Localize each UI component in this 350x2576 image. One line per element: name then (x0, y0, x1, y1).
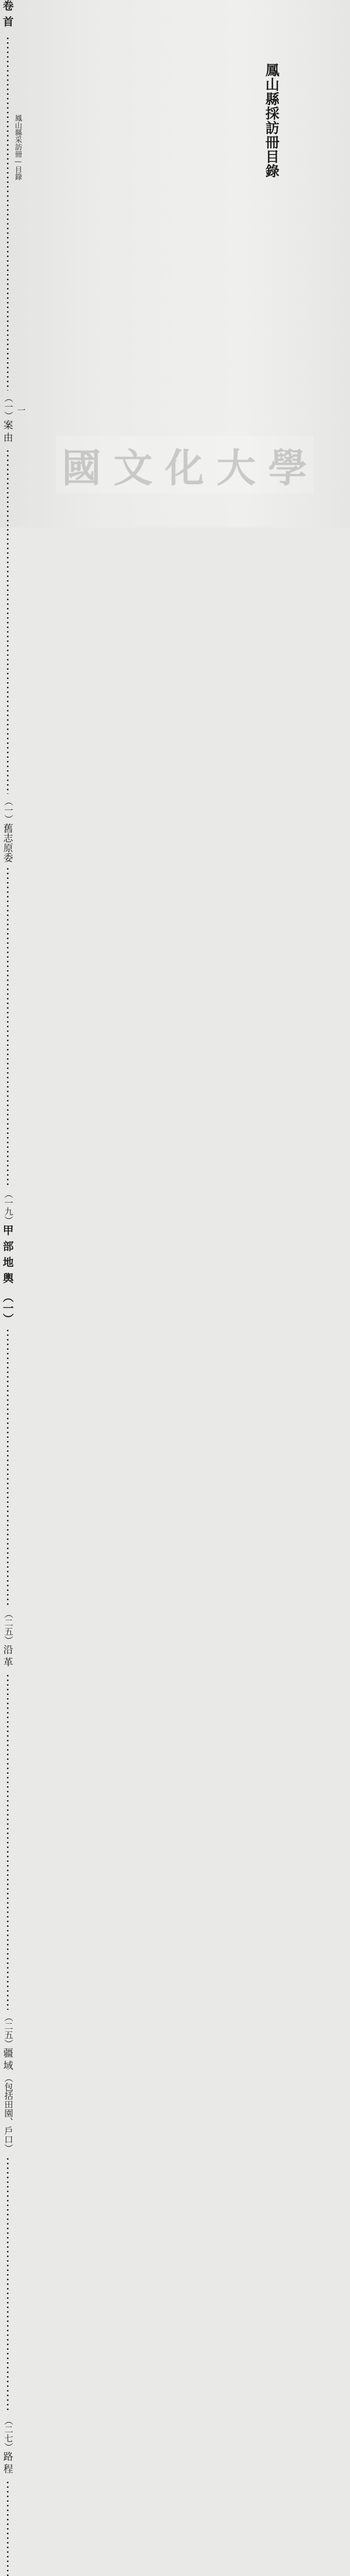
toc-entry-label: 卷首 (2, 0, 14, 32)
watermark-char: 化 (165, 445, 204, 491)
library-watermark (56, 436, 313, 494)
toc-entry (0, 2451, 15, 2576)
toc-entry-page: （二七） (2, 2416, 13, 2451)
toc-entry (0, 823, 15, 1225)
toc-entry (0, 0, 15, 420)
toc-entry (0, 1645, 15, 2048)
toc-entry-note: （包括田園、戶口） (2, 2074, 13, 2153)
dot-leader (7, 1673, 9, 2010)
running-header: 鳳山縣采訪冊—目錄 (14, 114, 22, 180)
watermark-char: 大 (216, 445, 256, 491)
toc-entry (0, 420, 15, 823)
dot-leader (7, 36, 9, 391)
toc-entry (0, 2048, 15, 2451)
toc-entry-part-number: （一） (2, 1292, 14, 1324)
toc-entry-label: 疆域 (2, 2048, 13, 2073)
watermark-char: 學 (268, 445, 307, 491)
toc-entry-page: （一） (2, 394, 13, 420)
dot-leader (7, 2480, 9, 2576)
watermark-char: 文 (113, 445, 153, 491)
dot-leader (7, 867, 9, 1187)
watermark-char: 國 (62, 445, 101, 491)
dot-leader (7, 2157, 9, 2413)
toc-entry-label: 路程 (2, 2451, 13, 2476)
toc-entry-label: 舊志原委 (2, 823, 13, 862)
toc-entry-page: （二五） (2, 1609, 13, 1645)
toc-entry (0, 1225, 15, 1645)
page-title: 鳳山縣採訪冊目錄 (263, 63, 279, 178)
toc-entry-page: （一） (2, 797, 13, 823)
toc-entry-label: 沿革 (2, 1645, 13, 1669)
toc-entry-label: 甲部地輿 (2, 1225, 14, 1289)
toc-entry-page: （一九） (2, 1190, 13, 1225)
dot-leader (7, 1328, 9, 1606)
toc-entry-label: 案由 (2, 420, 13, 445)
dot-leader (7, 449, 9, 794)
page-number: 一 (16, 406, 26, 414)
toc-entry-page: （二五） (2, 2013, 13, 2048)
